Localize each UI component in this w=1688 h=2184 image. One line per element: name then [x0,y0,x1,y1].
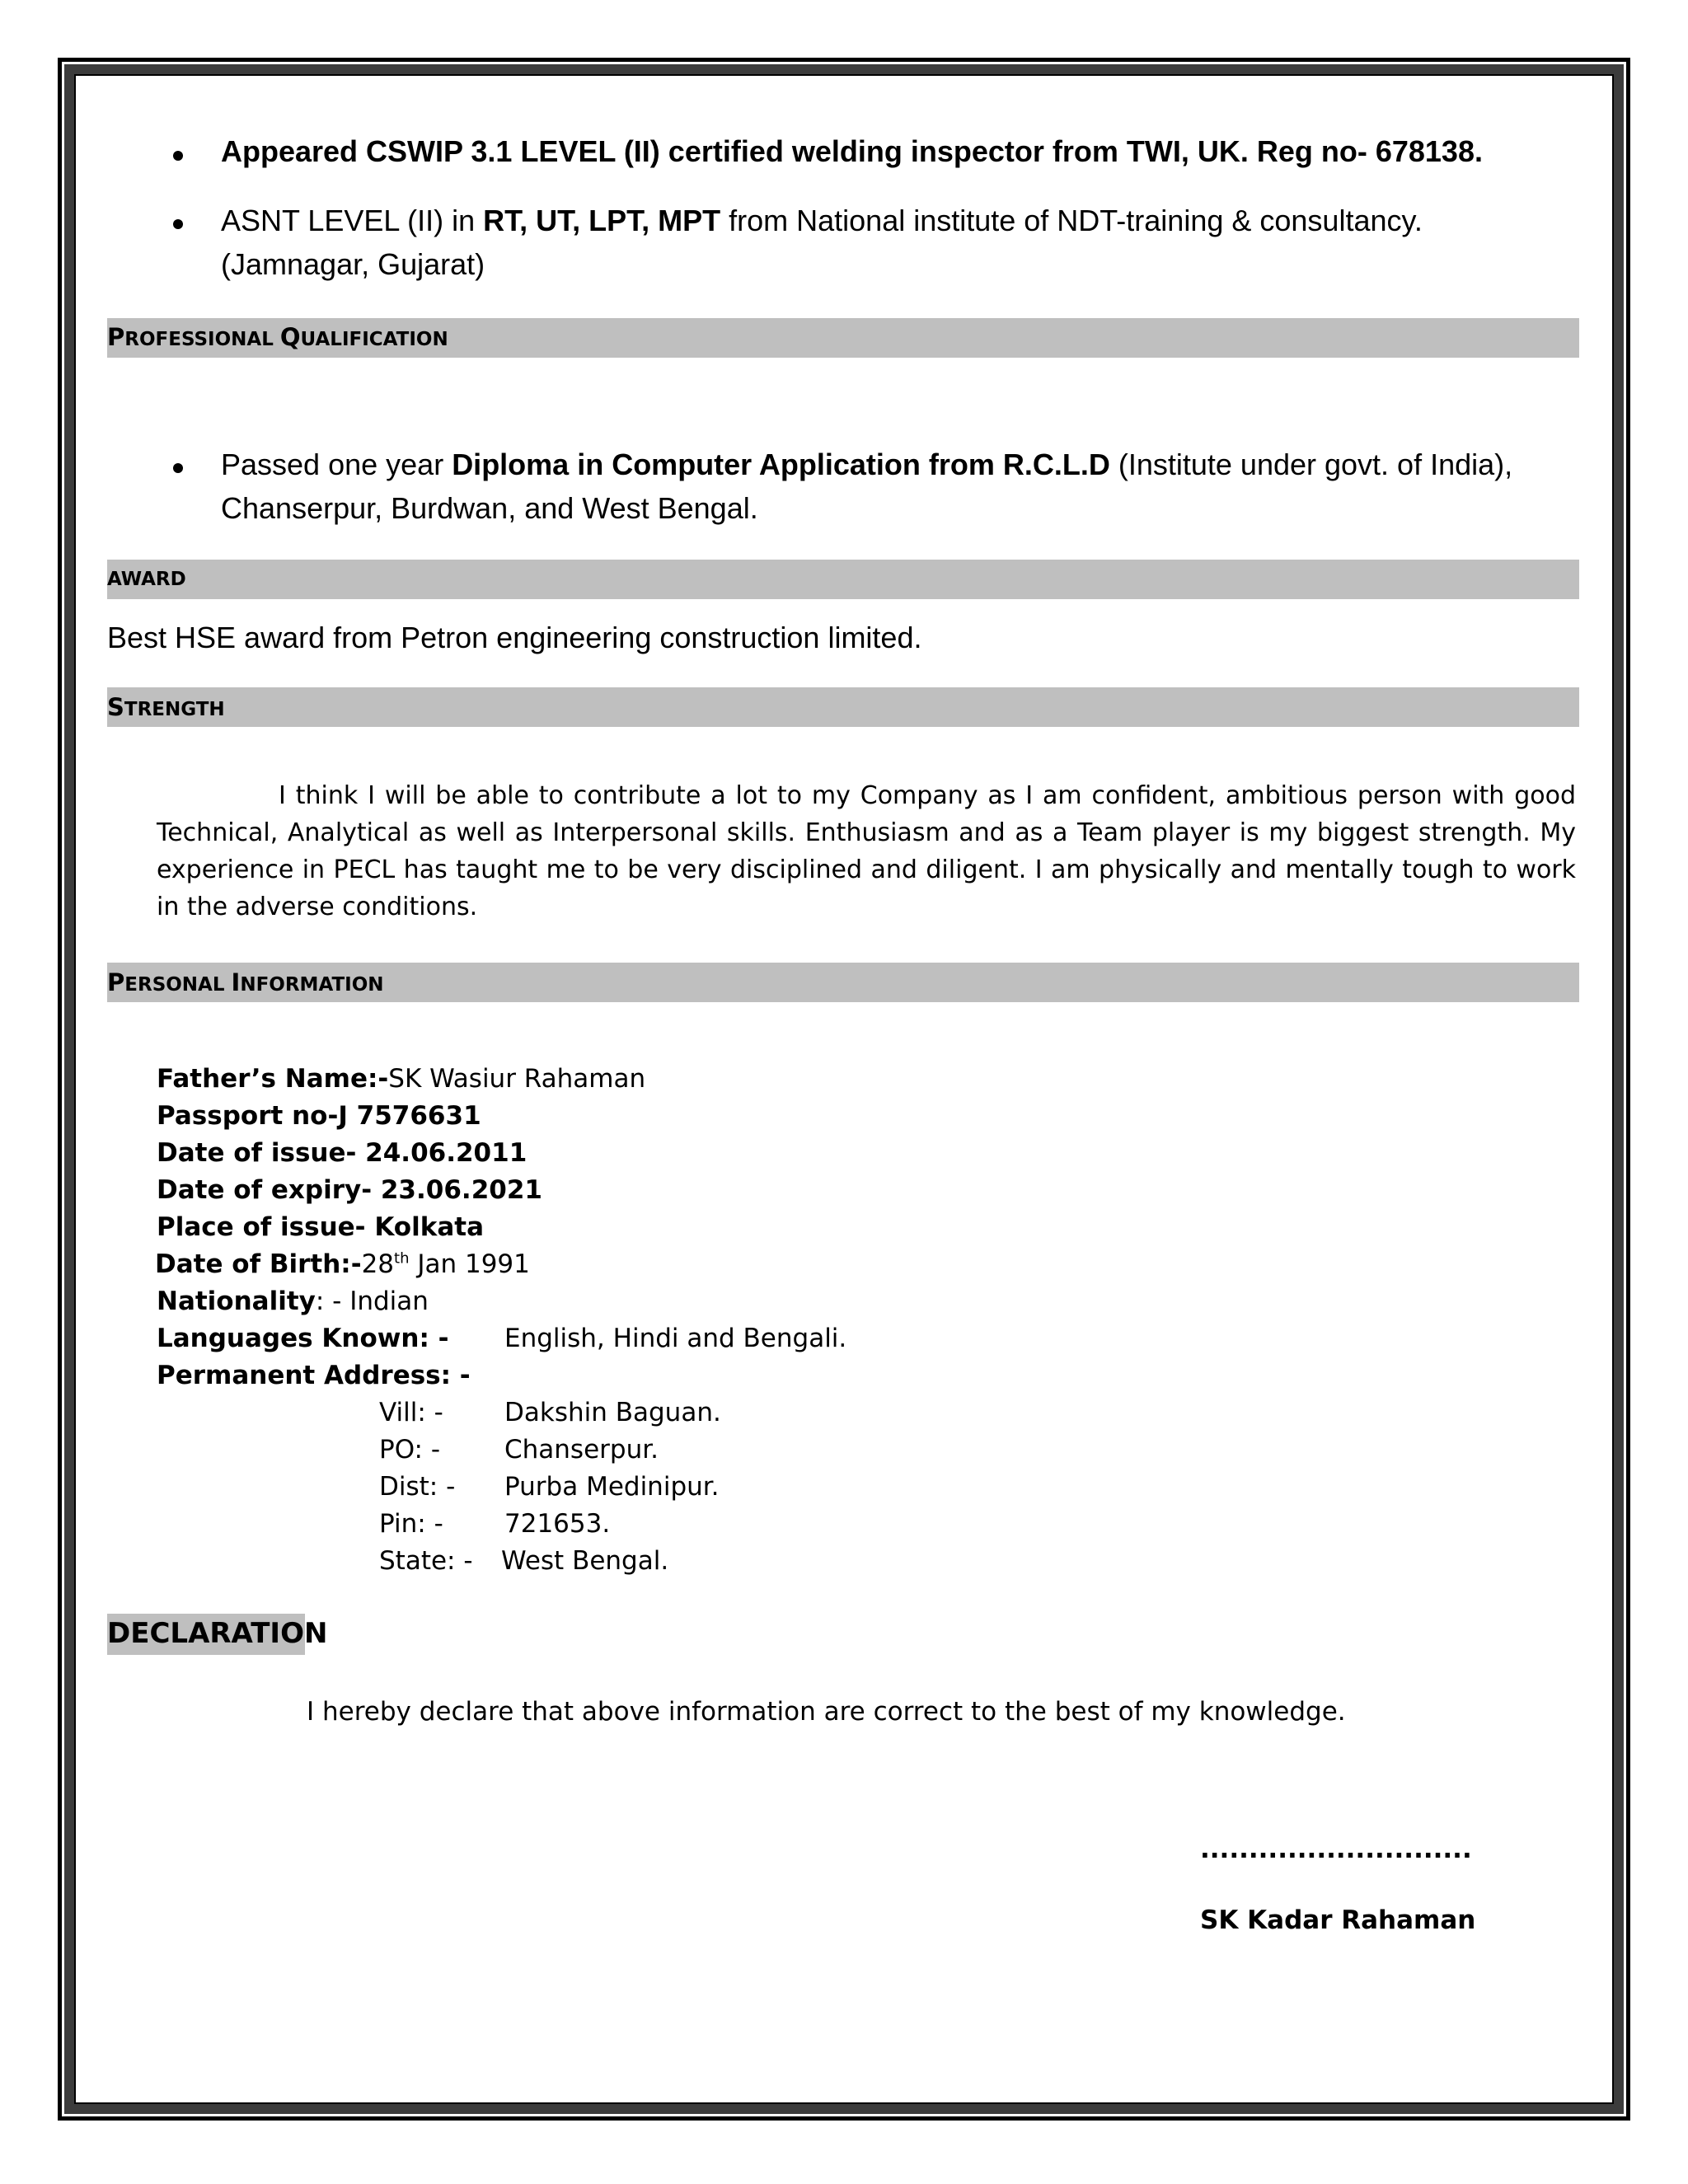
languages-label: Languages Known: - [157,1324,449,1353]
cert-item-2-line-2 [221,247,485,282]
text-run: from National institute of NDT-training & consultancy. [720,204,1423,237]
cert-item-2-line-1 [221,204,1423,238]
dob-label: Date of Birth:- [155,1249,362,1279]
address-label: Vill: - [379,1398,443,1427]
fathers-name-value: SK Wasiur Rahaman [388,1064,646,1094]
date-of-issue-row: Date of issue- 24.06.2011 [157,1138,528,1168]
address-value: Dakshin Baguan. [504,1398,721,1427]
strength-paragraph: I think I will be able to contribute a lot to my Company as I am confident, ambitious person with good Technical, Analytical as well as Interpersonal skills. Enthusiasm and as a Team player is my biggest strength. My experience in PECL has taught me to be very disciplined and diligent. I am physically and mentally tough to work in the adverse conditions. [157,781,1576,921]
text-run: (Institute under govt. of India), [1109,448,1513,481]
text-run: RT, UT, LPT, MPT [483,204,721,237]
text-run: Diploma in Computer Application from R.C.L.D [452,448,1110,481]
award-text: Best HSE award from Petron engineering construction limited. [107,621,922,654]
text-run: Appeared CSWIP 3.1 LEVEL (II) certified welding inspector from TWI, UK. Reg no- 678138. [221,134,1483,168]
section-bar-strength [107,687,1579,727]
passport-row: Passport no-J 7576631 [157,1101,481,1131]
section-bar-award [107,560,1579,599]
address-value: Purba Medinipur. [504,1472,720,1502]
address-value: 721653. [504,1509,611,1539]
section-heading-strength: STRENGTH [107,693,225,721]
date-of-expiry-row: Date of expiry- 23.06.2021 [157,1175,542,1205]
date-of-birth-row [155,1249,530,1279]
qualification-line-2 [221,491,758,526]
declaration-text: I hereby declare that above information are correct to the best of my knowledge. [307,1697,1346,1727]
address-value: Chanserpur. [504,1435,659,1465]
bullet-icon [173,219,183,229]
text-run: (Jamnagar, Gujarat) [221,247,485,281]
languages-value: English, Hindi and Bengali. [504,1324,847,1353]
address-label: Pin: - [379,1509,443,1539]
section-heading-professional-qualification: PROFESSIONAL QUALIFICATION [107,323,448,351]
signatory-name: SK Kadar Rahaman [1200,1905,1476,1935]
address-label: PO: - [379,1435,441,1465]
permanent-address-label: Permanent Address: - [157,1361,471,1390]
text-run: Chanserpur, Burdwan, and West Bengal. [221,491,758,525]
fathers-name-label: Father’s Name:- [157,1064,389,1094]
nationality-label: Nationality [157,1286,316,1316]
address-value: West Bengal. [501,1546,669,1576]
place-of-issue-row: Place of issue- Kolkata [157,1212,484,1242]
dob-day: 28 [361,1249,395,1279]
section-heading-personal-information: PERSONAL INFORMATION [107,968,384,996]
address-label: State: - [379,1546,473,1576]
text-run: ASNT LEVEL (II) in [221,204,484,237]
section-heading-award: AWARD [107,569,186,590]
dob-suffix: th [394,1249,410,1268]
bullet-icon [173,151,183,161]
fathers-name-row [157,1064,645,1094]
cert-item-1 [221,134,1483,169]
nationality-value: : - Indian [315,1286,429,1316]
dob-rest: Jan 1991 [409,1249,530,1279]
nationality-row [157,1286,429,1316]
address-label: Dist: - [379,1472,456,1502]
text-run: Passed one year [221,448,452,481]
signature-line: ............................ [1200,1835,1472,1864]
qualification-line-1 [221,448,1512,482]
bullet-icon [173,463,183,473]
section-heading-declaration: DECLARATION [107,1617,328,1650]
